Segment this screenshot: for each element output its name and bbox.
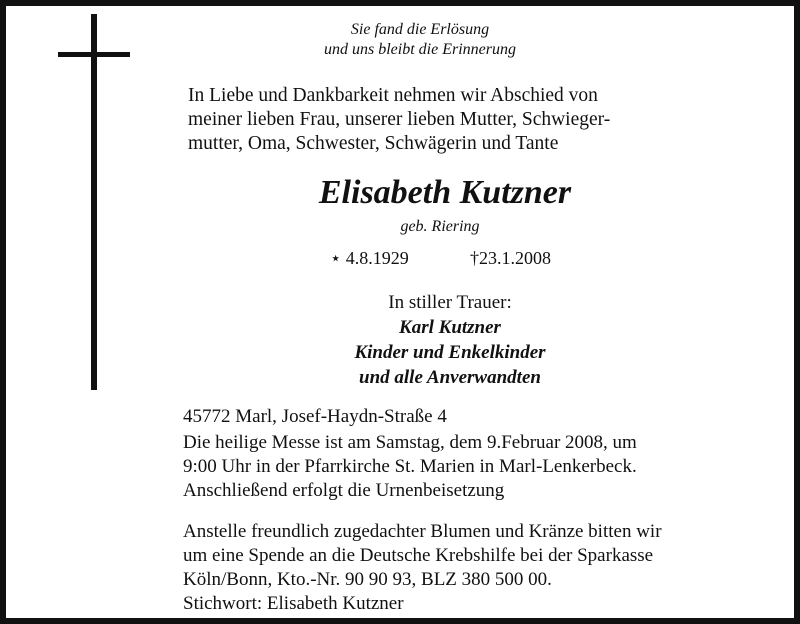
- birth-date: ⋆ 4.8.1929: [330, 248, 409, 268]
- death-date: †23.1.2008: [470, 248, 551, 268]
- donation-line: Anstelle freundlich zugedachter Blumen und Kränze bitten wir: [183, 521, 662, 542]
- donation-line: Stichwort: Elisabeth Kutzner: [183, 593, 404, 614]
- intro-text: [188, 84, 748, 156]
- mass-line: Anschließend erfolgt die Urnenbeisetzung: [183, 480, 505, 501]
- cross-icon: [91, 14, 97, 390]
- mourner-name: Karl Kutzner: [399, 317, 501, 338]
- mass-announcement: [183, 431, 783, 503]
- donation-request: [183, 520, 783, 616]
- birth-name: geb. Riering: [400, 218, 480, 235]
- motto-line-1: Sie fand die Erlösung: [350, 21, 490, 38]
- mass-line: Die heilige Messe ist am Samstag, dem 9.Februar 2008, um: [183, 432, 637, 453]
- cross-icon-bar: [58, 52, 130, 57]
- mourners-heading: In stiller Trauer:: [388, 292, 512, 313]
- mourner-name: und alle Anverwandten: [359, 367, 541, 388]
- address: [183, 405, 783, 429]
- intro-line: meiner lieben Frau, unserer lieben Mutter, Schwieger-: [188, 109, 611, 130]
- donation-line: um eine Spende an die Deutsche Krebshilfe bei der Sparkasse: [183, 545, 654, 566]
- intro-line: mutter, Oma, Schwester, Schwägerin und Tante: [188, 133, 559, 154]
- intro-line: In Liebe und Dankbarkeit nehmen wir Abschied von: [188, 85, 598, 106]
- deceased-name: Elisabeth Kutzner: [318, 174, 572, 211]
- motto-line-2: und uns bleibt die Erinnerung: [324, 41, 516, 58]
- mass-line: 9:00 Uhr in der Pfarrkirche St. Marien in Marl-Lenkerbeck.: [183, 456, 637, 477]
- mourner-name: Kinder und Enkelkinder: [354, 342, 546, 363]
- donation-line: Köln/Bonn, Kto.-Nr. 90 90 93, BLZ 380 500 00.: [183, 569, 552, 590]
- address-line: 45772 Marl, Josef-Haydn-Straße 4: [183, 406, 447, 427]
